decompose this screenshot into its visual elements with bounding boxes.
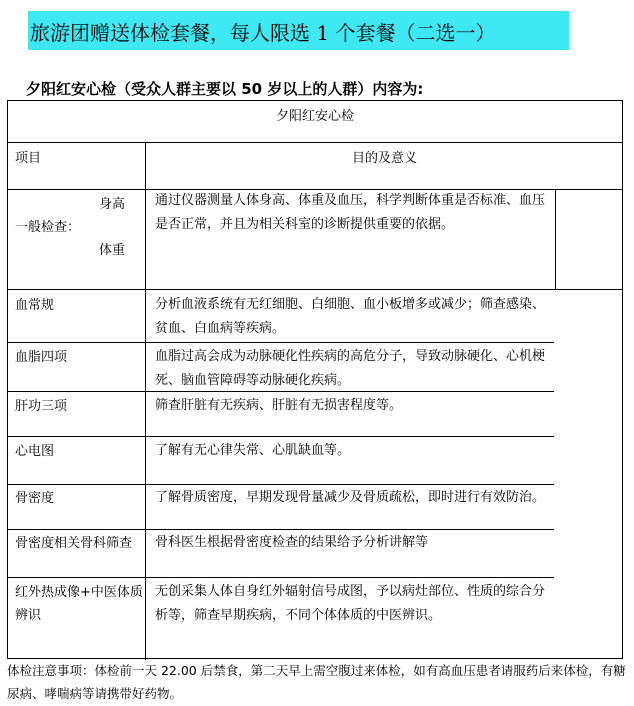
table-divider xyxy=(8,142,622,143)
row-desc-infrared-tcm: 无创采集人体自身红外辐射信号成图，予以病灶部位、性质的综合分析等，筛查早期疾病，不同个体体质的中医辨识。 xyxy=(155,584,546,623)
row-item-infrared-tcm: 红外热成像+中医体质辨识 xyxy=(15,585,143,623)
table-divider xyxy=(8,484,554,485)
package-subtitle: 夕阳红安心检（受众人群主要以 50 岁以上的人群）内容为: xyxy=(26,80,424,98)
table-divider xyxy=(8,529,554,530)
general-exam-label: 一般检查： xyxy=(15,220,81,235)
header-item: 项目 xyxy=(15,151,42,166)
general-exam-desc: 通过仪器测量人体身高、体重及血压，科学判断体重是否标准、血压是否正常，并且为相关科室的诊断提供重要的依据。 xyxy=(155,193,546,232)
row-item-liver-function: 肝功三项 xyxy=(15,399,68,414)
height-label: 身高 xyxy=(99,197,126,212)
table-divider xyxy=(8,342,554,343)
row-desc-ecg: 了解有无心律失常、心肌缺血等。 xyxy=(155,443,351,458)
package-banner xyxy=(28,11,569,50)
row-item-ecg: 心电图 xyxy=(15,444,55,459)
row-desc-orthopedic-screening: 骨科医生根据骨密度检查的结果给予分析讲解等 xyxy=(155,535,429,550)
exam-notice: 体检注意事项：体检前一天 22.00 后禁食，第二天早上需空腹过来体检，如有高血压患者请服药后来体检，有糖尿病、哮喘病等请携带好药物。 xyxy=(7,663,626,701)
row-desc-blood-routine: 分析血液系统有无红细胞、白细胞、血小板增多或减少；筛查感染、贫血、白血病等疾病。 xyxy=(155,297,546,336)
weight-label: 体重 xyxy=(99,243,126,258)
row-desc-blood-lipids: 血脂过高会成为动脉硬化性疾病的高危分子，导致动脉硬化、心机梗死、脑血管障碍等动脉硬化疾病。 xyxy=(155,349,546,388)
exam-table xyxy=(7,100,623,659)
column-divider xyxy=(555,189,556,289)
table-divider xyxy=(8,289,622,290)
row-item-bone-density: 骨密度 xyxy=(15,491,55,506)
row-desc-liver-function: 筛查肝脏有无疾病、肝脏有无损害程度等。 xyxy=(155,398,403,413)
row-item-blood-routine: 血常规 xyxy=(15,298,55,313)
row-desc-bone-density: 了解骨质密度，早期发现骨量减少及骨质疏松，即时进行有效防治。 xyxy=(155,490,546,505)
header-purpose: 目的及意义 xyxy=(351,151,417,166)
row-item-orthopedic-screening: 骨密度相关骨科筛查 xyxy=(15,536,133,551)
banner-title: 旅游团赠送体检套餐，每人限选 1 个套餐（二选一） xyxy=(30,21,496,45)
table-caption: 夕阳红安心检 xyxy=(275,109,354,124)
row-item-blood-lipids: 血脂四项 xyxy=(15,350,68,365)
column-divider xyxy=(145,142,146,660)
table-divider xyxy=(8,436,554,437)
table-divider xyxy=(8,577,554,578)
